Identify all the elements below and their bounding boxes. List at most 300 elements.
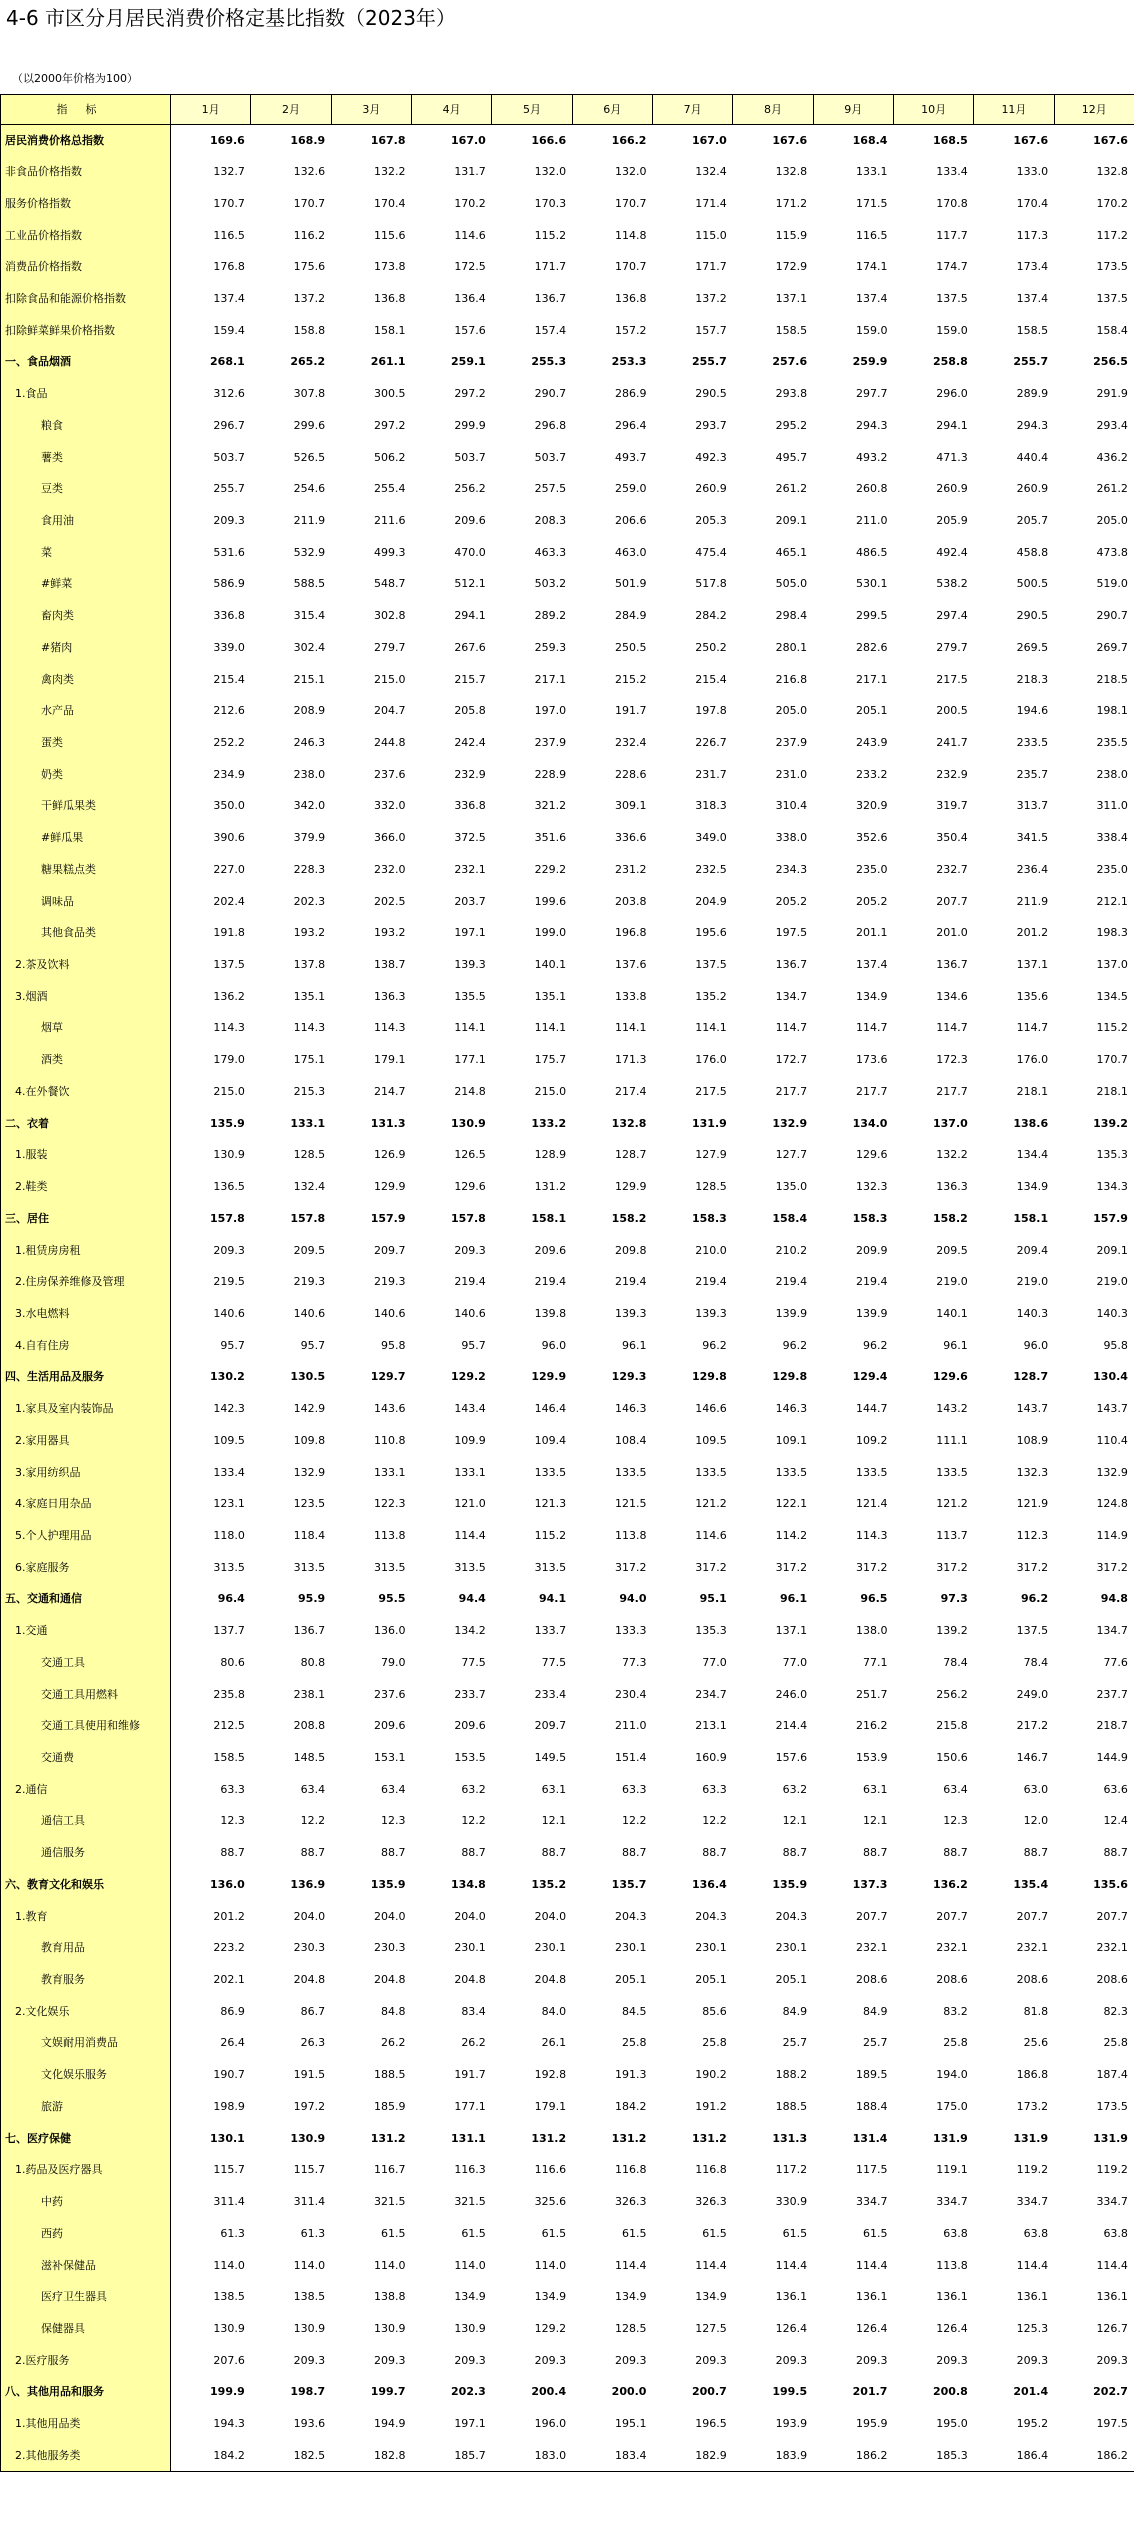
index-value-cell: 586.9	[213, 577, 245, 591]
table-row	[1, 1647, 1134, 1679]
index-value-cell: 175.1	[293, 1053, 326, 1067]
index-value-cell: 317.2	[775, 1560, 808, 1574]
index-value-cell: 137.8	[293, 958, 326, 972]
indicator-name-cell: 干鲜瓜果类	[1, 791, 171, 823]
index-value-cell: 200.5	[936, 704, 968, 718]
index-value-cell: 230.3	[373, 1941, 406, 1955]
index-value-cell: 132.0	[614, 165, 647, 179]
index-value-cell: 113.8	[614, 1528, 647, 1542]
index-value-cell: 128.5	[293, 1148, 326, 1162]
index-value-cell: 26.1	[541, 2036, 567, 2050]
base-year-note: （以2000年价格为100）	[12, 72, 138, 85]
index-value-cell: 175.7	[534, 1053, 567, 1067]
table-row	[1, 2250, 1134, 2282]
index-value-cell: 95.8	[380, 1338, 406, 1352]
index-value-cell: 129.4	[852, 1370, 888, 1384]
index-value-cell: 131.9	[1054, 2123, 1134, 2155]
index-value-cell: 82.3	[1054, 1996, 1134, 2028]
index-value-cell: 172.5	[454, 260, 486, 274]
index-value-cell: 209.3	[1016, 2353, 1049, 2367]
index-value-cell: 183.9	[733, 2440, 813, 2472]
index-value-cell: 196.0	[534, 2417, 567, 2431]
index-value-cell: 530.1	[855, 577, 888, 591]
index-value-cell: 133.1	[855, 165, 888, 179]
index-value-cell: 132.8	[1054, 156, 1134, 188]
index-value-cell: 84.0	[541, 2004, 567, 2018]
month-column-header: 9月	[813, 95, 893, 125]
index-value-cell: 136.2	[932, 1877, 968, 1891]
index-value-cell: 209.3	[213, 513, 245, 527]
index-value-cell: 209.3	[855, 2353, 888, 2367]
index-value-cell: 209.1	[775, 513, 808, 527]
index-value-cell: 191.3	[614, 2068, 647, 2082]
table-row	[1, 315, 1134, 347]
index-value-cell: 349.0	[695, 831, 727, 845]
index-value-cell: 177.1	[454, 2099, 486, 2113]
table-row	[1, 1710, 1134, 1742]
index-value-cell: 512.1	[454, 577, 486, 591]
index-value-cell: 151.4	[614, 1751, 647, 1765]
index-value-cell: 216.8	[775, 672, 808, 686]
table-row	[1, 251, 1134, 283]
index-value-cell: 202.5	[373, 894, 406, 908]
index-value-cell: 208.8	[293, 1719, 326, 1733]
index-value-cell: 77.6	[1054, 1647, 1134, 1679]
table-row	[1, 1901, 1134, 1933]
index-value-cell: 160.9	[695, 1751, 727, 1765]
index-value-cell: 213.1	[695, 1719, 727, 1733]
index-value-cell: 201.4	[1013, 2385, 1049, 2399]
index-value-cell: 135.1	[293, 989, 326, 1003]
index-value-cell: 12.1	[782, 1814, 808, 1828]
table-row	[1, 2408, 1134, 2440]
index-value-cell: 143.7	[1016, 1402, 1049, 1416]
table-row	[1, 1932, 1134, 1964]
index-value-cell: 226.7	[695, 736, 727, 750]
index-value-cell: 320.9	[855, 799, 888, 813]
index-value-cell: 205.2	[775, 894, 808, 908]
index-value-cell: 526.5	[293, 450, 326, 464]
index-value-cell: 206.6	[614, 513, 647, 527]
indicator-name-cell: 五、交通和通信	[1, 1584, 171, 1616]
index-value-cell: 199.6	[534, 894, 567, 908]
index-value-cell: 293.8	[775, 387, 808, 401]
indicator-name-cell: 旅游	[1, 2091, 171, 2123]
index-value-cell: 242.4	[454, 736, 486, 750]
index-value-cell: 493.2	[855, 450, 888, 464]
index-value-cell: 309.1	[614, 799, 647, 813]
index-value-cell: 493.7	[614, 450, 647, 464]
index-value-cell: 114.3	[373, 1021, 406, 1035]
index-value-cell: 134.9	[614, 2290, 647, 2304]
index-value-cell: 126.7	[1054, 2313, 1134, 2345]
index-value-cell: 137.5	[936, 291, 968, 305]
index-value-cell: 209.6	[454, 1719, 486, 1733]
index-value-cell: 136.8	[614, 291, 647, 305]
index-value-cell: 121.5	[614, 1497, 647, 1511]
index-value-cell: 436.2	[1054, 442, 1134, 474]
index-value-cell: 175.6	[293, 260, 326, 274]
index-value-cell: 172.7	[775, 1053, 808, 1067]
index-value-cell: 463.0	[614, 545, 647, 559]
index-value-cell: 334.7	[936, 2195, 968, 2209]
table-row	[1, 2281, 1134, 2313]
index-value-cell: 132.6	[293, 165, 326, 179]
index-value-cell: 313.5	[213, 1560, 245, 1574]
index-value-cell: 492.3	[695, 450, 727, 464]
index-value-cell: 83.2	[943, 2004, 968, 2018]
index-value-cell: 133.5	[534, 1465, 567, 1479]
index-value-cell: 78.4	[1023, 1655, 1049, 1669]
index-value-cell: 134.9	[695, 2290, 727, 2304]
index-value-cell: 298.4	[775, 609, 808, 623]
indicator-name-cell: 1.租赁房房租	[1, 1235, 171, 1267]
index-value-cell: 228.3	[293, 862, 326, 876]
index-value-cell: 133.1	[290, 1116, 326, 1130]
index-value-cell: 95.7	[300, 1338, 326, 1352]
index-value-cell: 532.9	[293, 545, 326, 559]
index-value-cell: 121.3	[534, 1497, 567, 1511]
index-value-cell: 230.1	[534, 1941, 567, 1955]
indicator-name-cell: 交通费	[1, 1742, 171, 1774]
index-value-cell: 63.1	[541, 1782, 567, 1796]
index-value-cell: 125.3	[1016, 2321, 1049, 2335]
table-row	[1, 442, 1134, 474]
index-value-cell: 204.0	[373, 1909, 406, 1923]
index-value-cell: 341.5	[1016, 831, 1049, 845]
index-value-cell: 209.9	[855, 1243, 888, 1257]
index-value-cell: 217.4	[614, 1084, 647, 1098]
index-value-cell: 148.5	[293, 1751, 326, 1765]
index-value-cell: 205.2	[855, 894, 888, 908]
index-value-cell: 205.0	[1054, 505, 1134, 537]
index-value-cell: 170.7	[213, 196, 245, 210]
table-row	[1, 2377, 1134, 2409]
index-value-cell: 136.0	[373, 1624, 406, 1638]
index-value-cell: 352.6	[855, 831, 888, 845]
indicator-name-cell: 文化娱乐服务	[1, 2059, 171, 2091]
index-value-cell: 140.6	[213, 1306, 245, 1320]
index-value-cell: 129.9	[373, 1180, 406, 1194]
index-value-cell: 194.9	[373, 2417, 406, 2431]
index-value-cell: 219.3	[293, 1275, 326, 1289]
indicator-name-cell: 4.在外餐饮	[1, 1076, 171, 1108]
index-value-cell: 229.2	[534, 862, 567, 876]
month-column-header: 12月	[1054, 95, 1134, 125]
index-value-cell: 228.6	[614, 767, 647, 781]
index-value-cell: 250.2	[695, 640, 727, 654]
index-value-cell: 63.2	[461, 1782, 486, 1796]
index-value-cell: 209.6	[454, 513, 486, 527]
index-value-cell: 317.2	[855, 1560, 888, 1574]
index-value-cell: 115.2	[1054, 1013, 1134, 1045]
index-value-cell: 209.6	[373, 1719, 406, 1733]
index-value-cell: 132.9	[293, 1465, 326, 1479]
index-value-cell: 505.0	[775, 577, 808, 591]
index-value-cell: 234.9	[213, 767, 245, 781]
index-value-cell: 201.1	[855, 926, 888, 940]
index-value-cell: 114.0	[213, 2258, 245, 2272]
index-value-cell: 185.7	[411, 2440, 491, 2472]
index-value-cell: 307.8	[293, 387, 326, 401]
index-value-cell: 167.8	[370, 133, 406, 147]
indicator-name-cell: 6.家庭服务	[1, 1552, 171, 1584]
index-value-cell: 115.9	[775, 228, 808, 242]
indicator-name-cell: 扣除食品和能源价格指数	[1, 283, 171, 315]
index-value-cell: 187.4	[1054, 2059, 1134, 2091]
index-value-cell: 26.4	[220, 2036, 245, 2050]
index-value-cell: 96.5	[860, 1592, 888, 1606]
index-value-cell: 219.4	[775, 1275, 808, 1289]
indicator-name-cell: 2.茶及饮料	[1, 949, 171, 981]
index-value-cell: 230.4	[614, 1687, 647, 1701]
index-value-cell: 186.4	[974, 2440, 1054, 2472]
index-value-cell: 146.4	[534, 1402, 567, 1416]
index-value-cell: 130.9	[213, 1148, 245, 1162]
index-value-cell: 135.5	[454, 989, 486, 1003]
index-value-cell: 170.2	[454, 196, 486, 210]
index-value-cell: 188.2	[775, 2068, 808, 2082]
index-value-cell: 171.4	[695, 196, 727, 210]
index-value-cell: 157.8	[210, 1211, 245, 1225]
index-value-cell: 131.9	[692, 1116, 727, 1130]
index-value-cell: 138.7	[373, 958, 406, 972]
index-value-cell: 143.7	[1054, 1393, 1134, 1425]
index-value-cell: 146.3	[614, 1402, 647, 1416]
table-row	[1, 347, 1134, 379]
index-value-cell: 179.1	[534, 2099, 567, 2113]
index-value-cell: 117.7	[936, 228, 968, 242]
index-value-cell: 150.6	[936, 1751, 968, 1765]
index-value-cell: 116.5	[855, 228, 888, 242]
index-value-cell: 282.6	[855, 640, 888, 654]
index-value-cell: 302.4	[293, 640, 326, 654]
indicator-name-cell: 二、衣着	[1, 1108, 171, 1140]
index-value-cell: 313.7	[1016, 799, 1049, 813]
index-value-cell: 94.8	[1054, 1584, 1134, 1616]
index-value-cell: 232.1	[454, 862, 486, 876]
index-value-cell: 232.4	[614, 736, 647, 750]
index-value-cell: 202.1	[213, 1973, 245, 1987]
index-value-cell: 390.6	[213, 831, 245, 845]
index-value-cell: 77.1	[862, 1655, 888, 1669]
index-value-cell: 127.5	[695, 2321, 727, 2335]
index-value-cell: 136.5	[213, 1180, 245, 1194]
index-value-cell: 167.6	[772, 133, 808, 147]
index-value-cell: 209.3	[213, 1243, 245, 1257]
index-value-cell: 130.9	[293, 2321, 326, 2335]
index-value-cell: 250.5	[614, 640, 647, 654]
index-value-cell: 195.0	[936, 2417, 968, 2431]
index-value-cell: 211.9	[1016, 894, 1049, 908]
index-value-cell: 458.8	[1016, 545, 1049, 559]
index-value-cell: 153.9	[855, 1751, 888, 1765]
index-value-cell: 212.6	[213, 704, 245, 718]
index-value-cell: 119.2	[1016, 2163, 1049, 2177]
indicator-name-cell: #猪肉	[1, 632, 171, 664]
index-value-cell: 133.1	[454, 1465, 486, 1479]
indicator-name-cell: 4.自有住房	[1, 1330, 171, 1362]
index-value-cell: 260.9	[695, 482, 727, 496]
index-value-cell: 157.7	[695, 323, 727, 337]
index-value-cell: 230.1	[614, 1941, 647, 1955]
indicator-name-cell: 六、教育文化和娱乐	[1, 1869, 171, 1901]
index-value-cell: 95.5	[378, 1592, 406, 1606]
table-row	[1, 949, 1134, 981]
index-value-cell: 183.0	[492, 2440, 572, 2472]
table-row	[1, 1742, 1134, 1774]
index-value-cell: 138.5	[293, 2290, 326, 2304]
index-value-cell: 330.9	[775, 2195, 808, 2209]
index-value-cell: 114.3	[293, 1021, 326, 1035]
index-value-cell: 208.6	[1016, 1973, 1049, 1987]
index-value-cell: 334.7	[1016, 2195, 1049, 2209]
indicator-name-cell: 水产品	[1, 695, 171, 727]
index-value-cell: 158.1	[531, 1211, 567, 1225]
index-value-cell: 132.4	[695, 165, 727, 179]
index-value-cell: 214.7	[373, 1084, 406, 1098]
index-value-cell: 26.2	[380, 2036, 406, 2050]
index-value-cell: 197.5	[775, 926, 808, 940]
index-value-cell: 114.4	[775, 2258, 808, 2272]
indicator-name-cell: 粮食	[1, 410, 171, 442]
indicator-name-cell: 1.教育	[1, 1901, 171, 1933]
index-value-cell: 114.0	[454, 2258, 486, 2272]
indicator-name-cell: 禽肉类	[1, 664, 171, 696]
index-value-cell: 118.0	[213, 1528, 245, 1542]
index-value-cell: 114.7	[1016, 1021, 1049, 1035]
index-value-cell: 63.8	[1054, 2218, 1134, 2250]
index-value-cell: 293.7	[695, 418, 727, 432]
table-row	[1, 220, 1134, 252]
index-value-cell: 297.2	[373, 418, 406, 432]
month-column-header: 11月	[974, 95, 1054, 125]
month-column-header: 2月	[251, 95, 331, 125]
index-value-cell: 12.3	[220, 1814, 245, 1828]
table-row	[1, 1552, 1134, 1584]
index-value-cell: 158.4	[772, 1211, 808, 1225]
index-value-cell: 202.7	[1054, 2377, 1134, 2409]
index-value-cell: 237.7	[1054, 1679, 1134, 1711]
index-value-cell: 132.2	[936, 1148, 968, 1162]
index-value-cell: 195.9	[855, 2417, 888, 2431]
index-value-cell: 137.1	[775, 1624, 808, 1638]
table-header-row	[1, 95, 1134, 125]
index-value-cell: 209.3	[454, 1243, 486, 1257]
index-value-cell: 12.3	[380, 1814, 406, 1828]
indicator-name-cell: 四、生活用品及服务	[1, 1362, 171, 1394]
index-value-cell: 114.1	[534, 1021, 567, 1035]
table-row	[1, 1044, 1134, 1076]
index-value-cell: 499.3	[373, 545, 406, 559]
index-value-cell: 131.2	[370, 2131, 406, 2145]
indicator-name-cell: 5.个人护理用品	[1, 1520, 171, 1552]
table-row	[1, 1140, 1134, 1172]
index-value-cell: 131.2	[611, 2131, 647, 2145]
month-column-header: 3月	[331, 95, 411, 125]
index-value-cell: 191.7	[614, 704, 647, 718]
index-value-cell: 157.6	[454, 323, 486, 337]
index-value-cell: 12.2	[300, 1814, 326, 1828]
index-value-cell: 300.5	[373, 387, 406, 401]
index-value-cell: 158.3	[692, 1211, 727, 1225]
index-value-cell: 114.7	[936, 1021, 968, 1035]
index-value-cell: 235.7	[1016, 767, 1049, 781]
index-value-cell: 63.8	[1023, 2226, 1049, 2240]
index-value-cell: 237.6	[373, 767, 406, 781]
table-body	[1, 125, 1134, 2472]
index-value-cell: 191.8	[213, 926, 245, 940]
indicator-name-cell: 3.家用纺织品	[1, 1457, 171, 1489]
page-title: 4-6 市区分月居民消费价格定基比指数（2023年）	[6, 6, 456, 30]
index-value-cell: 199.0	[534, 926, 567, 940]
indicator-name-cell: 1.家具及室内装饰品	[1, 1393, 171, 1425]
table-row	[1, 917, 1134, 949]
table-row	[1, 569, 1134, 601]
index-value-cell: 503.7	[534, 450, 567, 464]
indicator-name-cell: 4.家庭日用杂品	[1, 1488, 171, 1520]
index-value-cell: 231.7	[695, 767, 727, 781]
index-value-cell: 144.7	[855, 1402, 888, 1416]
index-value-cell: 249.0	[1016, 1687, 1049, 1701]
index-value-cell: 219.4	[695, 1275, 727, 1289]
index-value-cell: 197.1	[454, 926, 486, 940]
index-value-cell: 326.3	[614, 2195, 647, 2209]
index-value-cell: 88.7	[702, 1846, 727, 1860]
index-value-cell: 233.5	[1016, 736, 1049, 750]
index-value-cell: 310.4	[775, 799, 808, 813]
index-value-cell: 177.1	[454, 1053, 486, 1067]
index-value-cell: 123.1	[213, 1497, 245, 1511]
index-value-cell: 228.9	[534, 767, 567, 781]
index-value-cell: 202.3	[451, 2385, 486, 2399]
indicator-name-cell: 非食品价格指数	[1, 156, 171, 188]
indicator-name-cell: 糖果糕点类	[1, 854, 171, 886]
index-value-cell: 140.3	[1016, 1306, 1049, 1320]
index-value-cell: 133.3	[614, 1624, 647, 1638]
index-value-cell: 234.7	[695, 1687, 727, 1701]
index-value-cell: 170.3	[534, 196, 567, 210]
index-value-cell: 256.2	[936, 1687, 968, 1701]
index-value-cell: 255.7	[213, 482, 245, 496]
indicator-name-cell: 2.住房保养维修及管理	[1, 1266, 171, 1298]
indicator-name-cell: 3.水电燃料	[1, 1298, 171, 1330]
indicator-column-header: 指标	[1, 95, 171, 125]
index-value-cell: 12.2	[461, 1814, 486, 1828]
index-value-cell: 119.2	[1054, 2155, 1134, 2187]
index-value-cell: 326.3	[695, 2195, 727, 2209]
index-value-cell: 117.2	[1054, 220, 1134, 252]
index-value-cell: 548.7	[373, 577, 406, 591]
table-row	[1, 632, 1134, 664]
index-value-cell: 135.6	[1016, 989, 1049, 1003]
indicator-name-cell: 1.药品及医疗器具	[1, 2155, 171, 2187]
index-value-cell: 12.4	[1054, 1806, 1134, 1838]
index-value-cell: 81.8	[1023, 2004, 1049, 2018]
index-value-cell: 135.9	[210, 1116, 245, 1130]
index-value-cell: 338.4	[1054, 822, 1134, 854]
index-value-cell: 114.6	[454, 228, 486, 242]
index-value-cell: 110.4	[1054, 1425, 1134, 1457]
index-value-cell: 108.4	[614, 1433, 647, 1447]
index-value-cell: 207.7	[1054, 1901, 1134, 1933]
index-value-cell: 84.5	[621, 2004, 647, 2018]
index-value-cell: 205.9	[936, 513, 968, 527]
index-value-cell: 193.2	[293, 926, 326, 940]
table-row	[1, 600, 1134, 632]
index-value-cell: 88.7	[621, 1846, 647, 1860]
table-row	[1, 1520, 1134, 1552]
